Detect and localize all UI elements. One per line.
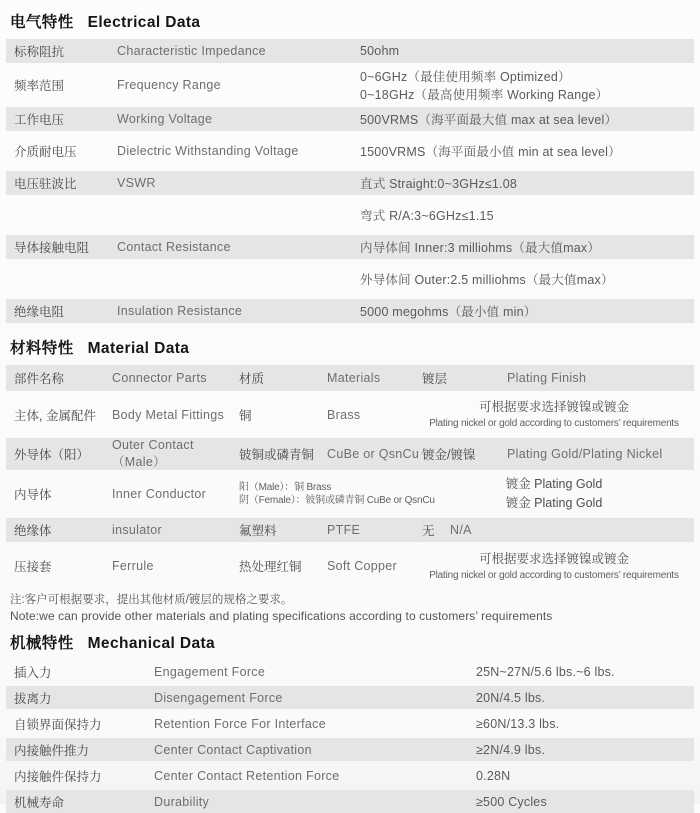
spec-label-cn: 电压驻波比 (14, 177, 77, 191)
plating-en: Plating Gold/Plating Nickel (507, 447, 663, 461)
table-row (6, 235, 694, 259)
part-name-cn: 绝缘体 (14, 524, 52, 538)
plating-line: Plating nickel or gold according to customers’ requirements (429, 418, 679, 430)
table-header-row (6, 365, 694, 391)
material-cn: 氟塑料 (239, 524, 277, 538)
spec-label-cn: 介质耐电压 (14, 145, 77, 159)
mechanical-title-en: Mechanical Data (87, 635, 216, 653)
material-line: 阴（Female）：铍铜或磷青铜 CuBe or QsnCu (239, 495, 435, 506)
spec-label-en: Frequency Range (117, 78, 221, 92)
spec-label-en: Disengagement Force (154, 690, 283, 705)
table-row (6, 107, 694, 131)
table-row (6, 262, 694, 296)
table-row (6, 738, 694, 761)
spec-value: ≥2N/4.9 lbs. (476, 742, 546, 757)
spec-value-line: 0~6GHz（最佳使用频率 Optimized） (360, 70, 571, 84)
spec-label-en: VSWR (117, 176, 156, 190)
spec-value-line: 0~18GHz（最高使用频率 Working Range） (360, 88, 609, 102)
part-name-cn: 压接套 (14, 560, 52, 574)
part-name-en: Ferrule (112, 559, 154, 573)
material-cn: 铍铜或磷青铜 (239, 448, 315, 462)
table-row (6, 66, 694, 104)
plating-line: 镀金 Plating Gold (505, 496, 603, 510)
part-name-cn: 主体, 金属配件 (14, 408, 96, 423)
spec-value: ≥60N/13.3 lbs. (476, 716, 560, 731)
electrical-title-en: Electrical Data (87, 14, 201, 31)
spec-value: 内导体间 Inner:3 milliohms（最大值max） (360, 241, 601, 255)
part-name-cn: 内导体 (14, 488, 52, 502)
table-row (6, 473, 694, 515)
table-row (6, 438, 694, 470)
part-name-cn: 外导体（阳） (14, 448, 90, 462)
note-line-en: Note:we can provide other materials and plating specifications according to customers’ requirements (10, 609, 553, 624)
spec-label-en: Center Contact Captivation (154, 742, 312, 757)
plating-line: Plating nickel or gold according to customers’ requirements (429, 569, 679, 581)
table-row (6, 134, 694, 168)
spec-value: 弯式 R/A:3~6GHz≤1.15 (360, 209, 494, 223)
note-line-cn: 注:客户可根据要求，提出其他材质/镀层的规格之要求。 (10, 594, 293, 606)
col-header: 材质 (239, 372, 265, 386)
spec-label-en: Engagement Force (154, 664, 266, 679)
spec-value: 25N~27N/5.6 lbs.~6 lbs. (476, 664, 615, 679)
table-row (6, 660, 694, 683)
mechanical-table (6, 660, 694, 813)
spec-value: 1500VRMS（海平面最小值 min at sea level） (360, 145, 621, 159)
spec-label-en: Insulation Resistance (117, 304, 243, 318)
spec-value: ≥500 Cycles (476, 794, 547, 809)
table-row (6, 299, 694, 323)
table-row (6, 764, 694, 787)
material-en: PTFE (327, 523, 361, 537)
plating-cn: 无 (422, 524, 435, 538)
electrical-title-cn: 电气特性 (10, 14, 74, 31)
table-row (6, 394, 694, 435)
spec-label-cn: 工作电压 (14, 113, 65, 127)
part-name-en: Body Metal Fittings (112, 407, 224, 422)
plating-cell (422, 521, 686, 539)
material-section-title (10, 336, 694, 358)
material-cell (239, 481, 435, 508)
table-row (6, 518, 694, 542)
mechanical-title-cn: 机械特性 (10, 635, 74, 653)
col-header: Connector Parts (112, 371, 207, 385)
material-en: Soft Copper (327, 559, 398, 573)
spec-label-en: Contact Resistance (117, 240, 231, 254)
col-header: Plating Finish (507, 371, 587, 385)
spec-label-cn: 内接触件保持力 (14, 769, 102, 784)
material-cn: 铜 (239, 408, 252, 423)
electrical-table (6, 39, 694, 323)
plating-line: 镀金 Plating Gold (505, 477, 603, 492)
plating-line: 可根据要求选择镀镍或镀金 (478, 551, 629, 566)
part-name-en: Outer Contact（Male） (112, 438, 194, 469)
spec-label-cn: 绝缘电阻 (14, 305, 65, 319)
table-row (6, 198, 694, 232)
plating-cell (422, 445, 686, 463)
spec-label-en: Working Voltage (117, 112, 213, 126)
spec-label-cn: 标称阻抗 (14, 45, 65, 59)
plating-cell (422, 475, 686, 513)
spec-label-cn: 频率范围 (14, 79, 65, 93)
col-header-group (422, 369, 686, 387)
spec-value: 0.28N (476, 768, 511, 783)
spec-value: 5000 megohms（最小值 min） (360, 305, 537, 319)
spec-value: 20N/4.5 lbs. (476, 690, 546, 705)
plating-cn: 镀金/镀镍 (422, 448, 476, 462)
part-name-en: insulator (112, 523, 162, 537)
material-cn: 热处理红铜 (239, 560, 302, 574)
plating-line: 可根据要求选择镀镍或镀金 (478, 400, 629, 415)
spec-label-en: Center Contact Retention Force (154, 768, 340, 783)
plating-cell (422, 550, 686, 582)
spec-label-cn: 插入力 (14, 665, 52, 680)
electrical-section-title (10, 10, 694, 32)
material-line: 阳（Male）：铜 Brass (239, 481, 332, 493)
col-header: 部件名称 (14, 372, 65, 386)
spec-value: 50ohm (360, 44, 400, 58)
spec-label-cn: 拔离力 (14, 691, 52, 706)
spec-value (360, 67, 686, 103)
col-header: 镀层 (422, 372, 448, 386)
material-en: CuBe or QsnCu (327, 447, 420, 461)
table-row (6, 686, 694, 709)
part-name-en: Inner Conductor (112, 487, 207, 501)
spec-value: 500VRMS（海平面最大值 max at sea level） (360, 113, 618, 127)
spec-label-cn: 机械寿命 (14, 795, 65, 810)
table-row (6, 545, 694, 587)
plating-en: N/A (450, 523, 472, 537)
spec-label-cn: 导体接触电阻 (14, 241, 90, 255)
spec-label-cn: 内接触件推力 (14, 743, 90, 758)
material-table (6, 365, 694, 587)
table-row (6, 39, 694, 63)
mechanical-section-title (10, 631, 694, 653)
material-title-en: Material Data (87, 340, 190, 357)
spec-label-en: Retention Force For Interface (154, 716, 326, 731)
spec-label-cn: 自锁界面保持力 (14, 717, 102, 732)
table-row (6, 712, 694, 735)
table-row (6, 790, 694, 813)
material-en: Brass (327, 407, 361, 422)
col-header: Materials (327, 371, 381, 385)
spec-value: 外导体间 Outer:2.5 milliohms（最大值max） (360, 273, 614, 287)
material-title-cn: 材料特性 (10, 340, 74, 357)
spec-label-en: Characteristic Impedance (117, 44, 266, 58)
spec-label-en: Durability (154, 794, 210, 809)
table-row (6, 171, 694, 195)
spec-label-en: Dielectric Withstanding Voltage (117, 144, 299, 158)
plating-cell (422, 398, 686, 430)
material-note (6, 590, 694, 623)
spec-value: 直式 Straight:0~3GHz≤1.08 (360, 177, 518, 191)
